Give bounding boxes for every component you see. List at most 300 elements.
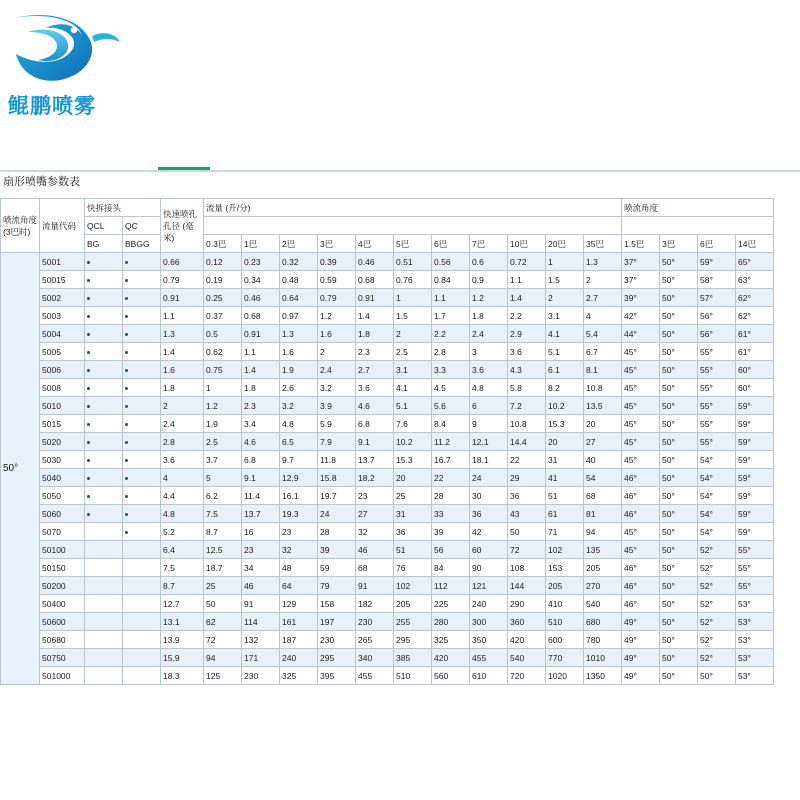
cell-flow-7: 4.8 [470, 379, 508, 397]
cell-flow-10: 6.7 [584, 343, 622, 361]
cell-angle-0: 45° [622, 451, 660, 469]
cell-flow-4: 2.7 [356, 361, 394, 379]
bullet-icon [125, 369, 128, 372]
cell-flow-4: 455 [356, 667, 394, 685]
cell-angle-1: 50° [660, 541, 698, 559]
cell-orifice: 4.4 [161, 487, 204, 505]
cell-angle-0: 49° [622, 649, 660, 667]
bullet-icon [125, 495, 128, 498]
cell-orifice: 7.5 [161, 559, 204, 577]
cell-angle-3: 59° [736, 415, 774, 433]
cell-flow-3: 59 [318, 559, 356, 577]
cell-flow-1: 132 [242, 631, 280, 649]
cell-flow-0: 2.5 [204, 433, 242, 451]
cell-qcl-dot [85, 451, 123, 469]
cell-angle-0: 45° [622, 415, 660, 433]
cell-qcl-dot [85, 505, 123, 523]
bullet-icon [87, 315, 90, 318]
cell-flow-6: 0.84 [432, 271, 470, 289]
header-pressure-0: 0.3巴 [204, 235, 242, 253]
cell-flow-2: 19.3 [280, 505, 318, 523]
cell-flow-1: 114 [242, 613, 280, 631]
bullet-icon [125, 477, 128, 480]
header-pressure-3: 3巴 [318, 235, 356, 253]
cell-flow-3: 230 [318, 631, 356, 649]
bullet-icon [87, 297, 90, 300]
cell-flow-8: 14.4 [508, 433, 546, 451]
cell-angle-0: 46° [622, 505, 660, 523]
cell-qc-dot [123, 343, 161, 361]
cell-qc-dot [123, 595, 161, 613]
cell-flow-7: 121 [470, 577, 508, 595]
bullet-icon [87, 369, 90, 372]
header-pressure-10: 35巴 [584, 235, 622, 253]
cell-flow-code: 5001 [40, 253, 85, 271]
cell-flow-4: 182 [356, 595, 394, 613]
cell-qc-dot [123, 613, 161, 631]
cell-flow-7: 3 [470, 343, 508, 361]
cell-flow-0: 3.7 [204, 451, 242, 469]
cell-flow-10: 2.7 [584, 289, 622, 307]
cell-flow-2: 48 [280, 559, 318, 577]
cell-angle-2: 52° [698, 559, 736, 577]
header-qc-sub-1: BBGG [123, 235, 161, 253]
cell-flow-3: 158 [318, 595, 356, 613]
cell-flow-4: 2.3 [356, 343, 394, 361]
cell-angle-1: 50° [660, 343, 698, 361]
table-row [1, 433, 774, 451]
cell-flow-7: 300 [470, 613, 508, 631]
cell-orifice: 12.7 [161, 595, 204, 613]
cell-flow-9: 1020 [546, 667, 584, 685]
cell-flow-0: 1.9 [204, 415, 242, 433]
cell-angle-2: 55° [698, 343, 736, 361]
cell-flow-7: 9 [470, 415, 508, 433]
cell-angle-2: 54° [698, 505, 736, 523]
cell-angle-1: 50° [660, 631, 698, 649]
cell-qcl-dot [85, 433, 123, 451]
cell-flow-6: 8.4 [432, 415, 470, 433]
cell-flow-5: 2.5 [394, 343, 432, 361]
cell-angle-1: 50° [660, 523, 698, 541]
cell-flow-10: 780 [584, 631, 622, 649]
cell-angle-3: 61° [736, 343, 774, 361]
cell-orifice: 1.8 [161, 379, 204, 397]
table-row [1, 649, 774, 667]
cell-flow-1: 91 [242, 595, 280, 613]
cell-flow-2: 187 [280, 631, 318, 649]
cell-angle-0: 37° [622, 253, 660, 271]
cell-flow-code: 5060 [40, 505, 85, 523]
cell-flow-1: 0.46 [242, 289, 280, 307]
cell-flow-5: 2 [394, 325, 432, 343]
cell-flow-4: 91 [356, 577, 394, 595]
cell-flow-9: 5.1 [546, 343, 584, 361]
cell-flow-10: 1350 [584, 667, 622, 685]
cell-flow-9: 102 [546, 541, 584, 559]
cell-flow-4: 0.68 [356, 271, 394, 289]
cell-flow-7: 60 [470, 541, 508, 559]
cell-flow-9: 41 [546, 469, 584, 487]
cell-flow-6: 325 [432, 631, 470, 649]
cell-flow-4: 32 [356, 523, 394, 541]
cell-qc-dot [123, 271, 161, 289]
cell-flow-10: 270 [584, 577, 622, 595]
cell-flow-7: 2.4 [470, 325, 508, 343]
cell-angle-0: 46° [622, 577, 660, 595]
cell-flow-4: 46 [356, 541, 394, 559]
cell-orifice: 13.9 [161, 631, 204, 649]
header-qc-sub-0: BG [85, 235, 123, 253]
cell-flow-code: 5008 [40, 379, 85, 397]
cell-angle-1: 50° [660, 361, 698, 379]
cell-flow-6: 28 [432, 487, 470, 505]
cell-flow-7: 0.6 [470, 253, 508, 271]
cell-flow-9: 10.2 [546, 397, 584, 415]
cell-flow-0: 1.2 [204, 397, 242, 415]
cell-flow-8: 2.9 [508, 325, 546, 343]
cell-flow-3: 11.8 [318, 451, 356, 469]
cell-qc-dot [123, 649, 161, 667]
cell-flow-9: 600 [546, 631, 584, 649]
cell-flow-10: 8.1 [584, 361, 622, 379]
cell-flow-2: 161 [280, 613, 318, 631]
cell-flow-9: 15.3 [546, 415, 584, 433]
cell-qc-dot [123, 631, 161, 649]
header-pressure-9: 20巴 [546, 235, 584, 253]
cell-orifice: 2.4 [161, 415, 204, 433]
cell-flow-4: 4.6 [356, 397, 394, 415]
cell-flow-6: 560 [432, 667, 470, 685]
cell-flow-5: 31 [394, 505, 432, 523]
cell-angle-1: 50° [660, 433, 698, 451]
cell-qc-dot [123, 469, 161, 487]
cell-flow-7: 1.2 [470, 289, 508, 307]
cell-angle-0: 46° [622, 559, 660, 577]
cell-qcl-dot [85, 289, 123, 307]
cell-flow-6: 4.5 [432, 379, 470, 397]
cell-flow-9: 51 [546, 487, 584, 505]
cell-flow-7: 24 [470, 469, 508, 487]
cell-angle-0: 45° [622, 433, 660, 451]
cell-angle-3: 59° [736, 505, 774, 523]
cell-angle-3: 60° [736, 361, 774, 379]
cell-angle-0: 49° [622, 613, 660, 631]
cell-angle-2: 57° [698, 289, 736, 307]
cell-flow-10: 20 [584, 415, 622, 433]
cell-angle-3: 60° [736, 379, 774, 397]
cell-flow-2: 64 [280, 577, 318, 595]
cell-angle-2: 54° [698, 469, 736, 487]
cell-flow-code: 50750 [40, 649, 85, 667]
cell-flow-3: 395 [318, 667, 356, 685]
bullet-icon [87, 405, 90, 408]
bullet-icon [125, 423, 128, 426]
cell-qc-dot [123, 361, 161, 379]
cell-flow-0: 0.75 [204, 361, 242, 379]
wave-bird-logo-icon [8, 10, 126, 88]
header-spray-angle: 喷流角度 (3巴时) [1, 199, 40, 253]
cell-orifice: 2.8 [161, 433, 204, 451]
table-row [1, 595, 774, 613]
bullet-icon [87, 279, 90, 282]
cell-flow-8: 360 [508, 613, 546, 631]
cell-flow-10: 10.8 [584, 379, 622, 397]
cell-flow-0: 0.5 [204, 325, 242, 343]
cell-flow-4: 340 [356, 649, 394, 667]
cell-flow-1: 230 [242, 667, 280, 685]
cell-flow-8: 5.8 [508, 379, 546, 397]
cell-qcl-dot [85, 487, 123, 505]
cell-flow-5: 36 [394, 523, 432, 541]
table-row [1, 505, 774, 523]
cell-angle-0: 45° [622, 397, 660, 415]
cell-qcl-dot [85, 325, 123, 343]
cell-angle-3: 59° [736, 487, 774, 505]
cell-angle-0: 45° [622, 343, 660, 361]
cell-angle-3: 61° [736, 325, 774, 343]
cell-flow-6: 2.2 [432, 325, 470, 343]
table-row [1, 451, 774, 469]
cell-flow-5: 76 [394, 559, 432, 577]
cell-qcl-dot [85, 649, 123, 667]
cell-flow-8: 29 [508, 469, 546, 487]
cell-flow-code: 5050 [40, 487, 85, 505]
accent-tab [158, 167, 210, 170]
header-pressure-7: 7巴 [470, 235, 508, 253]
cell-flow-3: 7.9 [318, 433, 356, 451]
cell-angle-3: 53° [736, 631, 774, 649]
cell-qc-dot [123, 487, 161, 505]
cell-flow-3: 79 [318, 577, 356, 595]
cell-flow-8: 22 [508, 451, 546, 469]
cell-angle-0: 39° [622, 289, 660, 307]
cell-orifice: 18.3 [161, 667, 204, 685]
cell-flow-10: 1010 [584, 649, 622, 667]
cell-qc-dot [123, 505, 161, 523]
title-divider [0, 170, 800, 172]
cell-flow-10: 680 [584, 613, 622, 631]
cell-flow-9: 3.1 [546, 307, 584, 325]
cell-flow-5: 295 [394, 631, 432, 649]
cell-flow-8: 2.2 [508, 307, 546, 325]
header-orifice: 快速喷孔 孔径 (毫 米) [161, 199, 204, 253]
cell-flow-3: 2 [318, 343, 356, 361]
cell-angle-1: 50° [660, 415, 698, 433]
cell-angle-3: 53° [736, 595, 774, 613]
cell-angle-1: 50° [660, 271, 698, 289]
cell-orifice: 1.6 [161, 361, 204, 379]
header-pressure-4: 4巴 [356, 235, 394, 253]
table-row [1, 631, 774, 649]
cell-flow-2: 1.6 [280, 343, 318, 361]
table-row [1, 253, 774, 271]
bullet-icon [125, 333, 128, 336]
parameter-table [0, 198, 774, 685]
cell-orifice: 2 [161, 397, 204, 415]
cell-angle-1: 50° [660, 469, 698, 487]
cell-flow-10: 68 [584, 487, 622, 505]
page-title: 扇形喷嘴参数表 [3, 176, 80, 188]
cell-angle-2: 58° [698, 271, 736, 289]
cell-flow-8: 10.8 [508, 415, 546, 433]
cell-angle-0: 49° [622, 631, 660, 649]
cell-qc-dot [123, 523, 161, 541]
cell-flow-8: 144 [508, 577, 546, 595]
header-pressure-5: 5巴 [394, 235, 432, 253]
cell-flow-7: 30 [470, 487, 508, 505]
cell-flow-2: 23 [280, 523, 318, 541]
cell-angle-0: 45° [622, 523, 660, 541]
cell-flow-2: 240 [280, 649, 318, 667]
cell-flow-5: 10.2 [394, 433, 432, 451]
cell-flow-6: 11.2 [432, 433, 470, 451]
cell-flow-4: 0.91 [356, 289, 394, 307]
bullet-icon [125, 405, 128, 408]
cell-flow-6: 280 [432, 613, 470, 631]
cell-qc-dot [123, 379, 161, 397]
cell-flow-4: 230 [356, 613, 394, 631]
cell-flow-5: 1 [394, 289, 432, 307]
cell-angle-1: 50° [660, 253, 698, 271]
cell-flow-10: 2 [584, 271, 622, 289]
bullet-icon [125, 387, 128, 390]
cell-qc-dot [123, 325, 161, 343]
cell-flow-9: 205 [546, 577, 584, 595]
cell-flow-8: 108 [508, 559, 546, 577]
cell-flow-7: 6 [470, 397, 508, 415]
cell-flow-7: 12.1 [470, 433, 508, 451]
cell-flow-0: 94 [204, 649, 242, 667]
cell-angle-1: 50° [660, 595, 698, 613]
cell-flow-6: 33 [432, 505, 470, 523]
cell-angle-0: 37° [622, 271, 660, 289]
cell-flow-0: 18.7 [204, 559, 242, 577]
cell-flow-5: 3.1 [394, 361, 432, 379]
cell-flow-1: 0.91 [242, 325, 280, 343]
header-flow-group: 流量 (升/分) [204, 199, 622, 217]
cell-flow-4: 1.4 [356, 307, 394, 325]
cell-orifice: 15.9 [161, 649, 204, 667]
bullet-icon [87, 513, 90, 516]
cell-flow-2: 2.6 [280, 379, 318, 397]
table-row [1, 541, 774, 559]
cell-flow-8: 3.6 [508, 343, 546, 361]
cell-flow-2: 12.9 [280, 469, 318, 487]
cell-flow-0: 8.7 [204, 523, 242, 541]
cell-qc-dot [123, 289, 161, 307]
cell-angle-2: 52° [698, 577, 736, 595]
cell-flow-code: 5003 [40, 307, 85, 325]
cell-angle-1: 50° [660, 613, 698, 631]
cell-flow-1: 0.68 [242, 307, 280, 325]
cell-flow-0: 25 [204, 577, 242, 595]
cell-flow-3: 0.39 [318, 253, 356, 271]
cell-flow-7: 42 [470, 523, 508, 541]
header-qc-col-1: QC [123, 217, 161, 235]
header-pressure-8: 10巴 [508, 235, 546, 253]
cell-qcl-dot [85, 307, 123, 325]
cell-angle-3: 65° [736, 253, 774, 271]
table-row [1, 487, 774, 505]
cell-flow-2: 325 [280, 667, 318, 685]
cell-flow-7: 90 [470, 559, 508, 577]
cell-angle-2: 52° [698, 631, 736, 649]
cell-flow-9: 6.1 [546, 361, 584, 379]
cell-flow-5: 255 [394, 613, 432, 631]
cell-flow-8: 7.2 [508, 397, 546, 415]
cell-orifice: 13.1 [161, 613, 204, 631]
cell-flow-2: 0.32 [280, 253, 318, 271]
cell-flow-code: 5040 [40, 469, 85, 487]
header-angle-group: 喷流角度 [622, 199, 774, 217]
cell-flow-10: 94 [584, 523, 622, 541]
cell-flow-2: 0.48 [280, 271, 318, 289]
cell-flow-10: 540 [584, 595, 622, 613]
cell-flow-1: 13.7 [242, 505, 280, 523]
cell-flow-4: 9.1 [356, 433, 394, 451]
table-row [1, 667, 774, 685]
cell-flow-1: 3.4 [242, 415, 280, 433]
cell-qc-dot [123, 667, 161, 685]
cell-flow-0: 0.12 [204, 253, 242, 271]
cell-flow-code: 501000 [40, 667, 85, 685]
cell-flow-1: 4.6 [242, 433, 280, 451]
cell-flow-8: 72 [508, 541, 546, 559]
cell-angle-2: 52° [698, 595, 736, 613]
cell-qcl-dot [85, 577, 123, 595]
cell-flow-5: 205 [394, 595, 432, 613]
cell-flow-code: 5010 [40, 397, 85, 415]
header-angle-pressure-3: 14巴 [736, 235, 774, 253]
cell-angle-1: 50° [660, 307, 698, 325]
cell-qcl-dot [85, 559, 123, 577]
bullet-icon [87, 333, 90, 336]
cell-angle-2: 59° [698, 253, 736, 271]
table-row [1, 559, 774, 577]
cell-flow-4: 3.6 [356, 379, 394, 397]
cell-flow-0: 62 [204, 613, 242, 631]
cell-orifice: 4.8 [161, 505, 204, 523]
cell-qcl-dot [85, 631, 123, 649]
cell-flow-10: 54 [584, 469, 622, 487]
cell-flow-2: 129 [280, 595, 318, 613]
bullet-icon [125, 441, 128, 444]
cell-flow-1: 2.3 [242, 397, 280, 415]
cell-flow-code: 5020 [40, 433, 85, 451]
cell-flow-5: 1.5 [394, 307, 432, 325]
cell-angle-2: 54° [698, 523, 736, 541]
cell-flow-1: 16 [242, 523, 280, 541]
table-row [1, 307, 774, 325]
bullet-icon [125, 315, 128, 318]
cell-orifice: 6.4 [161, 541, 204, 559]
cell-flow-0: 50 [204, 595, 242, 613]
cell-angle-2: 56° [698, 307, 736, 325]
cell-flow-5: 15.3 [394, 451, 432, 469]
cell-qcl-dot [85, 343, 123, 361]
cell-flow-9: 770 [546, 649, 584, 667]
table-row [1, 271, 774, 289]
cell-qcl-dot [85, 613, 123, 631]
cell-orifice: 0.91 [161, 289, 204, 307]
cell-flow-code: 50015 [40, 271, 85, 289]
cell-flow-code: 5002 [40, 289, 85, 307]
cell-angle-2: 56° [698, 325, 736, 343]
cell-flow-6: 5.6 [432, 397, 470, 415]
cell-angle-3: 55° [736, 559, 774, 577]
cell-angle-3: 59° [736, 433, 774, 451]
